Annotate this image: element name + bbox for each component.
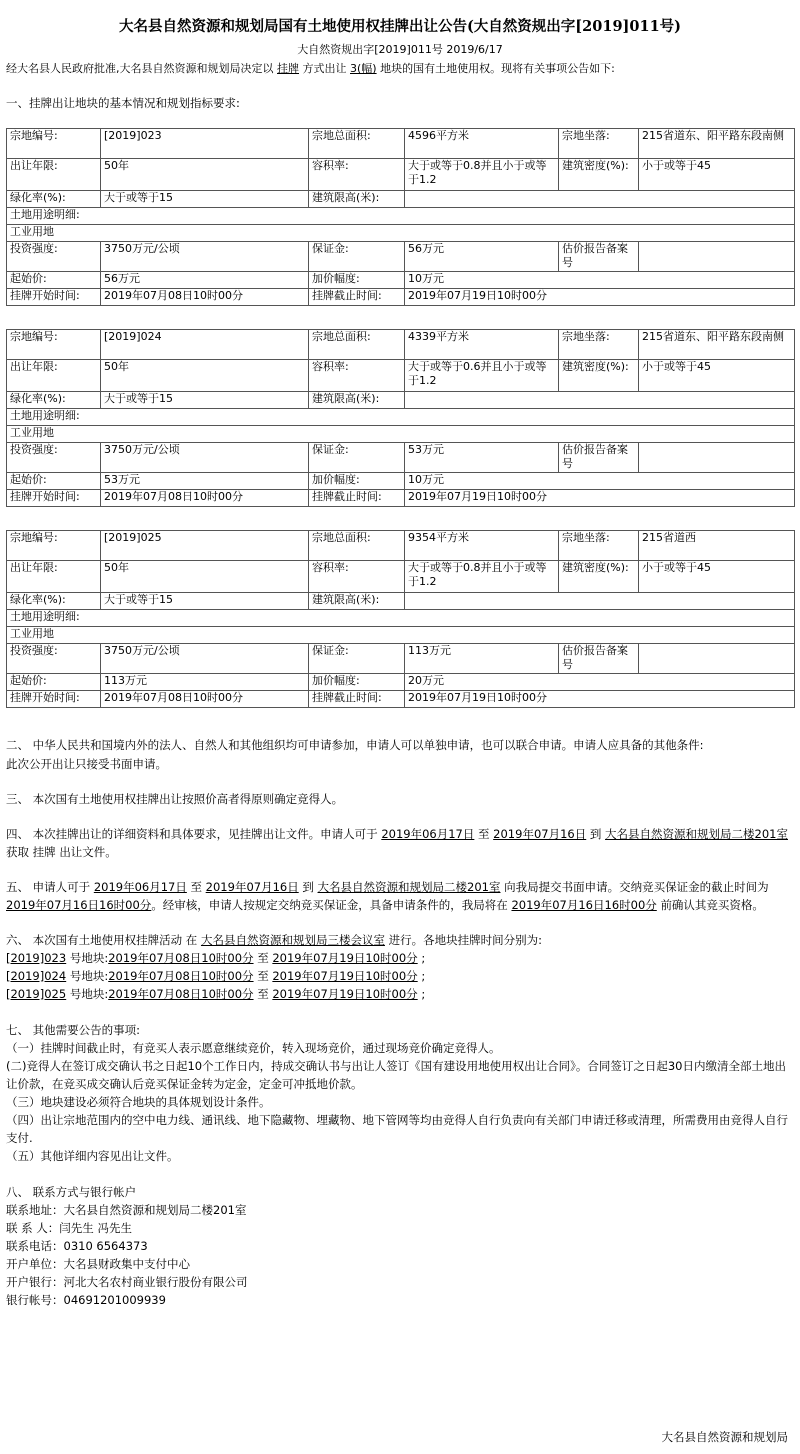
label-cell: 建筑密度(%): xyxy=(559,561,639,593)
parcel-green: 大于或等于15 xyxy=(101,191,309,208)
label-cell: 加价幅度: xyxy=(309,473,405,490)
parcel-end-time: 2019年07月19日10时00分 xyxy=(405,289,795,306)
label-cell: 宗地总面积: xyxy=(309,330,405,360)
label-cell: 保证金: xyxy=(309,443,405,473)
label-cell: 出让年限: xyxy=(7,561,101,593)
parcel-appraisal xyxy=(639,242,795,272)
parcel-area: 4596平方米 xyxy=(405,129,559,159)
contact-line: 开户银行：河北大名农村商业银行股份有限公司 xyxy=(6,1275,248,1289)
parcel-density: 小于或等于45 xyxy=(639,360,795,392)
label-cell: 土地用途明细: xyxy=(7,409,795,426)
parcel-start-price: 56万元 xyxy=(101,272,309,289)
parcel-appraisal xyxy=(639,443,795,473)
list-item: [2019]023 号地块:2019年07月08日10时00分 至 2019年07月19日10时00分 ; xyxy=(6,951,426,965)
label-cell: 宗地总面积: xyxy=(309,129,405,159)
label-cell: 投资强度: xyxy=(7,242,101,272)
intro-paragraph: 经大名县人民政府批准,大名县自然资源和规划局决定以 挂牌 方式出让 3(幅) 地块的国有土地使用权。现将有关事项公告如下: xyxy=(6,62,615,75)
parcel-green: 大于或等于15 xyxy=(101,392,309,409)
parcel-area: 9354平方米 xyxy=(405,531,559,561)
parcel-deposit: 113万元 xyxy=(405,644,559,674)
parcel-table xyxy=(6,128,795,306)
label-cell: 建筑密度(%): xyxy=(559,159,639,191)
label-cell: 建筑密度(%): xyxy=(559,360,639,392)
parcel-height xyxy=(405,392,795,409)
section-5: 五、 申请人可于 2019年06月17日 至 2019年07月16日 到 大名县自然资源和规划局二楼201室 向我局提交书面申请。交纳竞买保证金的截止时间为2019年07月16日16时00分。经审核，申请人按规定交纳竞买保证金，具备申请条件的，我局将在 2019年07月16日16时00分 前确认其竞买资格。 xyxy=(6,880,769,912)
list-item: （五）其他详细内容见出让文件。 xyxy=(6,1149,179,1163)
parcel-use: 工业用地 xyxy=(7,627,795,644)
parcel-green: 大于或等于15 xyxy=(101,593,309,610)
parcel-start-time: 2019年07月08日10时00分 xyxy=(101,691,309,708)
label-cell: 容积率: xyxy=(309,159,405,191)
label-cell: 容积率: xyxy=(309,561,405,593)
label-cell: 建筑限高(米): xyxy=(309,593,405,610)
label-cell: 绿化率(%): xyxy=(7,392,101,409)
section-1-title: 一、挂牌出让地块的基本情况和规划指标要求: xyxy=(6,96,240,110)
parcel-end-time: 2019年07月19日10时00分 xyxy=(405,691,795,708)
document-number-date: 大自然资规出字[2019]011号 2019/6/17 xyxy=(297,43,503,56)
parcel-start-time: 2019年07月08日10时00分 xyxy=(101,490,309,507)
parcel-start-time: 2019年07月08日10时00分 xyxy=(101,289,309,306)
parcel-tables xyxy=(6,128,794,708)
parcel-location: 215省道东、阳平路东段南侧 xyxy=(639,330,795,360)
list-item: [2019]024 号地块:2019年07月08日10时00分 至 2019年07月19日10时00分 ; xyxy=(6,969,426,983)
parcel-use: 工业用地 xyxy=(7,426,795,443)
parcel-height xyxy=(405,593,795,610)
parcel-density: 小于或等于45 xyxy=(639,561,795,593)
parcel-investment: 3750万元/公顷 xyxy=(101,443,309,473)
parcel-term: 50年 xyxy=(101,561,309,593)
label-cell: 出让年限: xyxy=(7,360,101,392)
contact-line: 银行帐号：04691201009939 xyxy=(6,1293,166,1307)
parcel-far: 大于或等于0.8并且小于或等于1.2 xyxy=(405,561,559,593)
section-7: 七、 其他需要公告的事项: （一）挂牌时间截止时，有竞买人表示愿意继续竞价，转入现场竞价，通过现场竞价确定竞得人。 (二)竞得人在签订成交确认书之日起10个工作日内，持成交确认书与出让人签订《国有建设用地使用权出让合同》。合同签订之日起30日内缴清全部土地出让价款，在竞买成交确认后竞买保证金转为定金，定金可冲抵地价款。 （三）地块建设必须符合地块的具体规划设计条件。 （四）出让宗地范围内的空中电力线、通讯线、地下隐藏物、埋藏物、地下管网等均由竞得人自行负责向有关部门申请迁移或清理，所需费用由竞得人自行支付. （五）其他详细内容见出让文件。 xyxy=(6,1021,794,1165)
parcel-increment: 10万元 xyxy=(405,473,795,490)
label-cell: 宗地坐落: xyxy=(559,129,639,159)
list-item: （四）出让宗地范围内的空中电力线、通讯线、地下隐藏物、埋藏物、地下管网等均由竞得人自行负责向有关部门申请迁移或清理，所需费用由竞得人自行支付. xyxy=(6,1113,788,1145)
parcel-investment: 3750万元/公顷 xyxy=(101,242,309,272)
parcel-deposit: 56万元 xyxy=(405,242,559,272)
label-cell: 加价幅度: xyxy=(309,674,405,691)
parcel-increment: 20万元 xyxy=(405,674,795,691)
parcel-location: 215省道东、阳平路东段南侧 xyxy=(639,129,795,159)
label-cell: 起始价: xyxy=(7,272,101,289)
label-cell: 起始价: xyxy=(7,674,101,691)
label-cell: 建筑限高(米): xyxy=(309,392,405,409)
label-cell: 投资强度: xyxy=(7,443,101,473)
section-3: 三、 本次国有土地使用权挂牌出让按照价高者得原则确定竞得人。 xyxy=(6,792,344,806)
parcel-deposit: 53万元 xyxy=(405,443,559,473)
label-cell: 宗地编号: xyxy=(7,129,101,159)
contact-line: 联系地址：大名县自然资源和规划局二楼201室 xyxy=(6,1203,247,1217)
section-8: 八、 联系方式与银行帐户 联系地址：大名县自然资源和规划局二楼201室 联 系 人：闫先生 冯先生 联系电话：0310 6564373 开户单位：大名县财政集中支付中心 开户银行：河北大名农村商业银行股份有限公司 银行帐号：04691201009939 xyxy=(6,1183,794,1309)
section-6: 六、 本次国有土地使用权挂牌活动 在 大名县自然资源和规划局三楼会议室 进行。各地块挂牌时间分别为: [2019]023 号地块:2019年07月08日10时00分 至 2019年07月19日10时00分 ; [2019]024 号地块:2019年07月08日10时00分 至 2019年07月19日10时00分 ; [2019]025 号地块:2019年07月08日10时00分 至 2019年07月19日10时00分 ; xyxy=(6,931,794,1003)
parcel-appraisal xyxy=(639,644,795,674)
parcel-area: 4339平方米 xyxy=(405,330,559,360)
parcel-investment: 3750万元/公顷 xyxy=(101,644,309,674)
parcel-density: 小于或等于45 xyxy=(639,159,795,191)
parcel-start-price: 113万元 xyxy=(101,674,309,691)
parcel-location: 215省道西 xyxy=(639,531,795,561)
contact-line: 联系电话：0310 6564373 xyxy=(6,1239,148,1253)
parcel-height xyxy=(405,191,795,208)
parcel-table xyxy=(6,530,795,708)
parcel-no: [2019]023 xyxy=(101,129,309,159)
list-item: [2019]025 号地块:2019年07月08日10时00分 至 2019年07月19日10时00分 ; xyxy=(6,987,426,1001)
parcel-term: 50年 xyxy=(101,159,309,191)
label-cell: 投资强度: xyxy=(7,644,101,674)
label-cell: 宗地坐落: xyxy=(559,531,639,561)
parcel-no: [2019]025 xyxy=(101,531,309,561)
label-cell: 挂牌开始时间: xyxy=(7,289,101,306)
label-cell: 宗地坐落: xyxy=(559,330,639,360)
parcel-far: 大于或等于0.8并且小于或等于1.2 xyxy=(405,159,559,191)
label-cell: 挂牌截止时间: xyxy=(309,289,405,306)
label-cell: 挂牌开始时间: xyxy=(7,490,101,507)
label-cell: 起始价: xyxy=(7,473,101,490)
parcel-far: 大于或等于0.6并且小于或等于1.2 xyxy=(405,360,559,392)
signature: 大名县自然资源和规划局 xyxy=(661,1430,788,1444)
parcel-use: 工业用地 xyxy=(7,225,795,242)
label-cell: 加价幅度: xyxy=(309,272,405,289)
page-title: 大名县自然资源和规划局国有土地使用权挂牌出让公告(大自然资规出字[2019]011号) xyxy=(118,18,682,35)
label-cell: 容积率: xyxy=(309,360,405,392)
list-item: （一）挂牌时间截止时，有竞买人表示愿意继续竞价，转入现场竞价，通过现场竞价确定竞得人。 xyxy=(6,1041,501,1055)
parcel-start-price: 53万元 xyxy=(101,473,309,490)
section-2: 二、 中华人民共和国境内外的法人、自然人和其他组织均可申请参加，申请人可以单独申请，也可以联合申请。申请人应具备的其他条件: 此次公开出让只接受书面申请。 xyxy=(6,738,704,771)
label-cell: 土地用途明细: xyxy=(7,208,795,225)
label-cell: 宗地编号: xyxy=(7,531,101,561)
label-cell: 出让年限: xyxy=(7,159,101,191)
list-item: (二)竞得人在签订成交确认书之日起10个工作日内，持成交确认书与出让人签订《国有建设用地使用权出让合同》。合同签订之日起30日内缴清全部土地出让价款，在竞买成交确认后竞买保证金转为定金，定金可冲抵地价款。 xyxy=(6,1059,786,1091)
label-cell: 宗地编号: xyxy=(7,330,101,360)
label-cell: 估价报告备案号 xyxy=(559,242,639,272)
list-item: （三）地块建设必须符合地块的具体规划设计条件。 xyxy=(6,1095,271,1109)
label-cell: 建筑限高(米): xyxy=(309,191,405,208)
label-cell: 土地用途明细: xyxy=(7,610,795,627)
label-cell: 保证金: xyxy=(309,644,405,674)
label-cell: 保证金: xyxy=(309,242,405,272)
section-4: 四、 本次挂牌出让的详细资料和具体要求，见挂牌出让文件。申请人可于 2019年06月17日 至 2019年07月16日 到 大名县自然资源和规划局二楼201室 获取 挂牌 出让文件。 xyxy=(6,827,788,859)
parcel-term: 50年 xyxy=(101,360,309,392)
label-cell: 挂牌截止时间: xyxy=(309,490,405,507)
label-cell: 宗地总面积: xyxy=(309,531,405,561)
label-cell: 估价报告备案号 xyxy=(559,644,639,674)
label-cell: 挂牌开始时间: xyxy=(7,691,101,708)
parcel-end-time: 2019年07月19日10时00分 xyxy=(405,490,795,507)
label-cell: 绿化率(%): xyxy=(7,593,101,610)
label-cell: 估价报告备案号 xyxy=(559,443,639,473)
parcel-no: [2019]024 xyxy=(101,330,309,360)
parcel-increment: 10万元 xyxy=(405,272,795,289)
label-cell: 绿化率(%): xyxy=(7,191,101,208)
contact-line: 开户单位：大名县财政集中支付中心 xyxy=(6,1257,190,1271)
label-cell: 挂牌截止时间: xyxy=(309,691,405,708)
contact-line: 联 系 人：闫先生 冯先生 xyxy=(6,1221,132,1235)
parcel-table xyxy=(6,329,795,507)
